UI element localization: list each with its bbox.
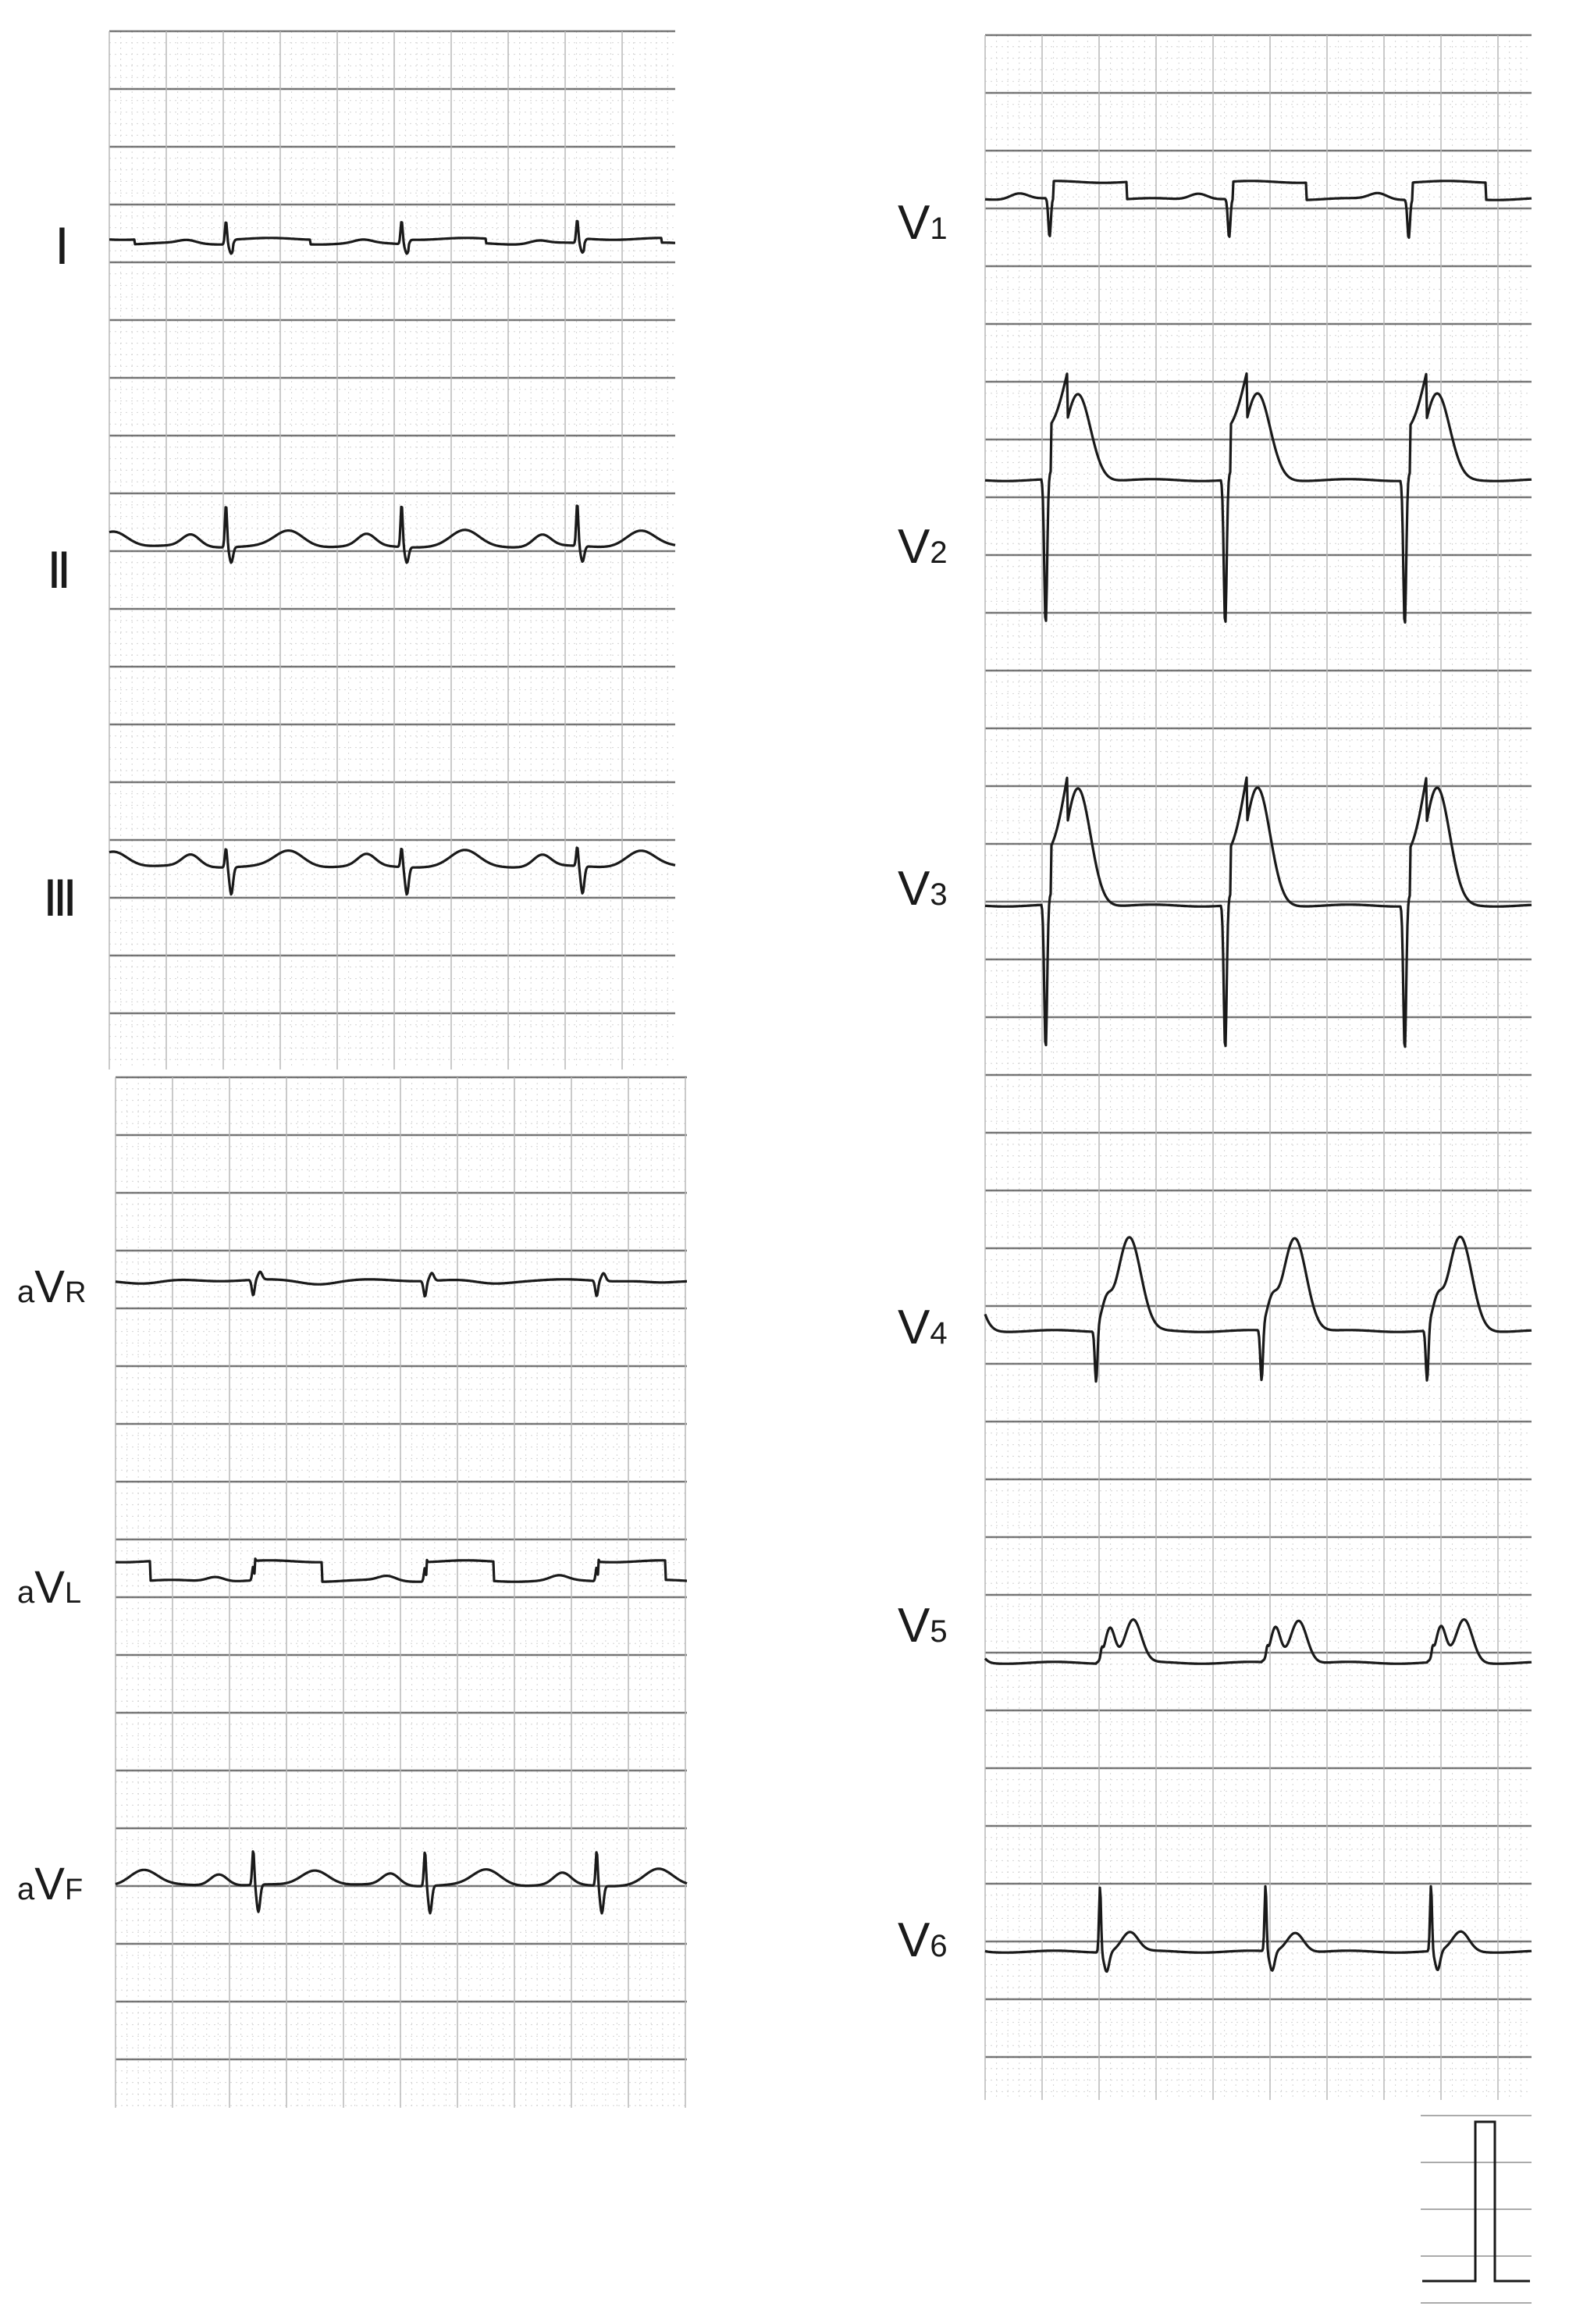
grid-panel-1: [109, 31, 675, 1069]
lead-label-II: Ⅱ: [47, 543, 72, 599]
ecg-trace-I: [109, 221, 675, 254]
lead-label-V3: V3: [898, 862, 948, 916]
ecg-trace-aVF: [116, 1852, 687, 1913]
lead-label-I: Ⅰ: [55, 219, 69, 275]
ecg-trace-III: [109, 848, 675, 895]
lead-label-V4: V4: [898, 1301, 948, 1354]
lead-label-V2: V2: [898, 520, 948, 574]
ecg-trace-II: [109, 506, 675, 563]
lead-label-V1: V1: [898, 196, 948, 250]
lead-label-aVL: aVL: [17, 1562, 82, 1613]
calibration-pulse: [1421, 2116, 1532, 2303]
ecg-traces: [109, 181, 1532, 1972]
ecg-grid-paper: [109, 31, 1532, 2108]
grid-panel-2: [116, 1077, 687, 2108]
lead-label-III: Ⅲ: [43, 871, 78, 927]
ecg-trace-aVR: [116, 1272, 687, 1296]
grid-panel-3: [985, 35, 1532, 2100]
lead-label-aVF: aVF: [17, 1859, 84, 1909]
lead-label-V5: V5: [898, 1599, 948, 1653]
lead-label-aVR: aVR: [17, 1262, 87, 1312]
calibration-mark: [1421, 2116, 1532, 2303]
lead-label-V6: V6: [898, 1913, 948, 1967]
